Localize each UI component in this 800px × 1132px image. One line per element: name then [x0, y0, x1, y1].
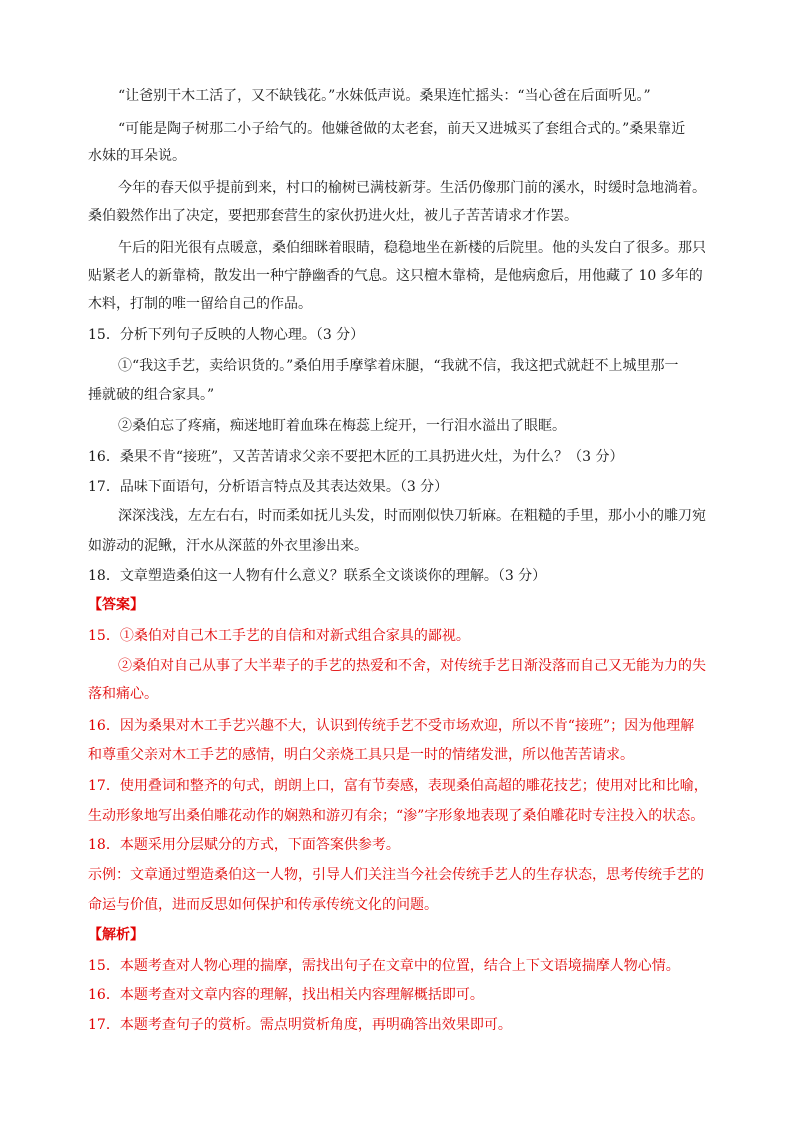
answer-18: 18．本题采用分层赋分的方式，下面答案供参考。 [88, 837, 400, 853]
analysis-17: 17．本题考查句子的赏析。需点明赏析角度，再明确答出效果即可。 [88, 1017, 512, 1033]
story-paragraph-2-line-1: “可能是陶子树那二小子给气的。他嫌爸做的太老套，前天又进城买了套组合式的。”桑果靠近 [118, 121, 686, 137]
story-paragraph-4-line-3: 木料，打制的唯一留给自己的作品。 [88, 296, 312, 312]
answer-18-example-line-1: 示例：文章通过塑造桑伯这一人物，引导人们关注当今社会传统手艺人的生存状态，思考传统手艺的 [88, 867, 704, 883]
answer-17-line-1: 17．使用叠词和整齐的句式，朗朗上口，富有节奏感，表现桑伯高超的雕花技艺；使用对比和比喻， [88, 778, 708, 794]
analysis-heading: 【解析】 [88, 927, 144, 943]
story-paragraph-4-line-1: 午后的阳光很有点暖意，桑伯细眯着眼睛，稳稳地坐在新楼的后院里。他的头发白了很多。那只 [118, 240, 706, 256]
question-18: 18．文章塑造桑伯这一人物有什么意义？联系全文谈谈你的理解。（3 分） [88, 568, 547, 584]
question-16: 16．桑果不肯“接班”，又苦苦请求父亲不要把木匠的工具扔进火灶，为什么？（3 分） [88, 449, 624, 465]
question-15-item-1-line-2: 捶就破的组合家具。” [88, 387, 215, 403]
story-paragraph-3-line-1: 今年的春天似乎提前到来，村口的榆树已满枝新芽。生活仍像那门前的溪水，时缓时急地淌着。 [118, 180, 706, 196]
answer-15-item-1: 15．①桑伯对自己木工手艺的自信和对新式组合家具的鄙视。 [88, 628, 470, 644]
story-paragraph-4-line-2: 贴紧老人的新靠椅，散发出一种宁静幽香的气息。这只檀木靠椅，是他病愈后，用他藏了 10 多年的 [88, 268, 703, 284]
answer-15-item-2-line-1: ②桑伯对自己从事了大半辈子的手艺的热爱和不舍，对传统手艺日渐没落而自己又无能为力的失 [118, 658, 706, 674]
answer-heading: 【答案】 [88, 597, 144, 613]
question-15-item-1-line-1: ①“我这手艺，卖给识货的。”桑伯用手摩挲着床腿，“我就不信，我这把式就赶不上城里那一 [118, 358, 679, 374]
analysis-15: 15．本题考查对人物心理的揣摩，需找出句子在文章中的位置，结合上下文语境揣摩人物心情。 [88, 958, 680, 974]
question-15-item-2: ②桑伯忘了疼痛，痴迷地盯着血珠在梅蕊上绽开，一行泪水溢出了眼眶。 [118, 418, 566, 434]
question-15: 15．分析下列句子反映的人物心理。（3 分） [88, 327, 365, 343]
answer-18-example-line-2: 命运与价值，进而反思如何保护和传承传统文化的问题。 [88, 897, 438, 913]
story-paragraph-3-line-2: 桑伯毅然作出了决定，要把那套营生的家伙扔进火灶，被儿子苦苦请求才作罢。 [88, 208, 578, 224]
question-17: 17．品味下面语句，分析语言特点及其表达效果。（3 分） [88, 479, 449, 495]
answer-15-item-2-line-2: 落和痛心。 [88, 686, 158, 702]
answer-16-line-2: 和尊重父亲对木工手艺的感情，明白父亲烧工具只是一时的情绪发泄，所以他苦苦请求。 [88, 747, 634, 763]
analysis-16: 16．本题考查对文章内容的理解，找出相关内容理解概括即可。 [88, 987, 484, 1003]
question-17-text-line-2: 如游动的泥鳅，汗水从深蓝的外衣里渗出来。 [88, 538, 368, 554]
question-17-text-line-1: 深深浅浅，左左右右，时而柔如抚儿头发，时而刚似快刀斩麻。在粗糙的手里，那小小的雕刀宛 [118, 508, 706, 524]
story-paragraph-2-line-2: 水妹的耳朵说。 [88, 148, 186, 164]
story-paragraph-1: “让爸别干木工活了，又不缺钱花。”水妹低声说。桑果连忙摇头：“当心爸在后面听见。” [118, 88, 651, 104]
answer-16-line-1: 16．因为桑果对木工手艺兴趣不大，认识到传统手艺不受市场欢迎，所以不肯“接班”；因为他理解 [88, 718, 695, 734]
answer-17-line-2: 生动形象地写出桑伯雕花动作的娴熟和游刃有余；“渗”字形象地表现了桑伯雕花时专注投入的状态。 [88, 808, 705, 824]
